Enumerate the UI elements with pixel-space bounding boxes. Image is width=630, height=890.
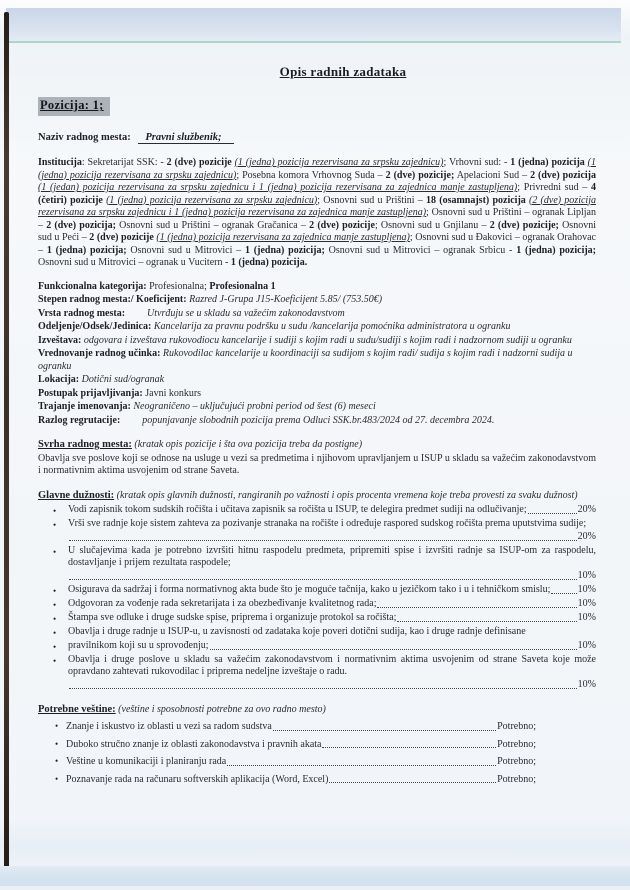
text-segment: (1 (jedna) pozicija rezervisana za srpsku zajednicu)	[234, 157, 444, 168]
text-segment: Neograničeno – uključujući probni period od šest (6) meseci	[130, 401, 376, 412]
dotted-leader	[551, 584, 576, 594]
text-segment: Kancelarija za pravnu podršku u sudu /kancelarija pomoćnika administratora u ogranku	[151, 321, 511, 332]
text-segment: 1 (jedna) pozicija;	[244, 244, 325, 256]
skills-heading-row	[38, 703, 596, 717]
text-segment: 2 (dve) pozicije;	[489, 219, 559, 231]
text-segment: 2 (dve) pozicije	[89, 232, 157, 243]
text-segment: Osnovni sud u Prištini – ogranak Gračanica –	[115, 219, 310, 231]
dotted-leader	[227, 756, 496, 766]
text-segment: ; Osnovni sud u Prištini –	[317, 194, 427, 206]
duty-item	[38, 640, 596, 653]
text-segment: 2 (dve) pozicija	[530, 169, 596, 181]
duty-percent: 10%	[577, 639, 596, 651]
duty-text: Vrši sve radnje koje sistem zahteva za pozivanje stranaka na ročište i određuje raspored sudskog ročišta prema uputstvima sudije;	[68, 518, 587, 529]
text-segment: 1 (jedna) pozicija.	[230, 257, 308, 268]
bullet-icon: •	[53, 520, 57, 530]
bullet-icon: •	[53, 585, 57, 596]
text-segment: Institucija	[38, 157, 82, 168]
field-row	[38, 348, 596, 373]
text-segment: (1 (jedna) pozicija rezervisana za srpsku zajednicu)	[106, 194, 318, 206]
field-row	[38, 388, 596, 401]
purpose-body: Obavlja sve poslove koji se odnose na usluge u vezi sa predmetima i njihovom upravljanjem u ISUP u skladu sa važećim zakonodavstvom i normativnim aktima usvojenim od strane Saveta.	[38, 452, 596, 476]
duty-text: pravilnikom koji su u sprovođenju;	[68, 639, 209, 651]
duties-note: (kratak opis glavnih dužnosti, rangiranih po važnosti i opis procenta vremena koje treba provesti za svaku dužnost)	[116, 489, 578, 501]
skill-requirement: Potrebno;	[497, 773, 536, 785]
duty-item	[38, 518, 596, 544]
text-segment: Vrsta radnog mesta:	[38, 307, 126, 319]
duty-percent: 10%	[577, 597, 596, 609]
duty-text: U slučajevima kada je potrebno izvršiti hitnu raspodelu predmeta, pripremiti spise i izvršiti radnje sa ISUP-om za raspodelu, dostavljanje i prijem rezultata raspodele;	[68, 544, 596, 568]
text-segment: Postupak prijavljivanja:	[38, 387, 143, 399]
dotted-leader	[322, 738, 496, 748]
text-segment: Osnovni sud u Mitrovici –	[126, 244, 245, 256]
skill-requirement: Potrebno;	[497, 756, 536, 767]
purpose-heading-row	[38, 438, 596, 452]
text-segment: 18 (osamnajst) pozicija	[426, 194, 529, 206]
text-segment: Osnovni sud u Mitrovici – ogranak u Vucitern -	[38, 257, 231, 268]
dotted-leader	[69, 531, 577, 541]
text-segment: Razlog regrutacije:	[38, 414, 121, 426]
job-title-label: Naziv radnog mesta:	[38, 131, 131, 143]
text-segment: Stepen radnog mesta:/ Koeficijent:	[38, 294, 187, 305]
bullet-icon: •	[53, 641, 57, 652]
duties-heading: Glavne dužnosti:	[38, 489, 115, 501]
text-segment: (1 (jedan) pozicija rezervisana za srpsku zajednicu i 1 (jedna) pozicija rezervisana za zajednica manje zastupljena)	[38, 182, 518, 193]
dotted-leader	[397, 612, 576, 622]
text-segment: 2 (dve) pozicije	[166, 157, 235, 168]
text-segment: ; Osnovni sud u Gnjilanu –	[374, 219, 490, 231]
document-content	[38, 64, 596, 786]
scan-top-edge	[6, 8, 621, 43]
skill-item	[38, 719, 536, 734]
text-segment: 1 (jedna) pozicija;	[46, 244, 127, 256]
text-segment: (2 (dve) pozicija rezervisana za srpsku zajednicu i 1 (jedna) pozicija rezervisana za zajednica manje zastupljena)	[38, 194, 596, 218]
text-segment: Apelacioni Sud –	[454, 169, 531, 181]
job-title-value: Pravni službenik;	[138, 132, 233, 144]
text-segment: 2 (dve) pozicije;	[385, 169, 455, 181]
job-title-row	[38, 131, 596, 144]
bullet-icon: •	[53, 655, 57, 666]
text-segment: Profesionalna;	[146, 280, 210, 292]
scan-left-edge-artifact	[4, 12, 9, 872]
skill-item	[38, 737, 536, 752]
skills-list	[38, 719, 596, 786]
document-title: Opis radnih zadataka	[279, 64, 407, 79]
text-segment: : Sekretarijat SSK: -	[81, 157, 167, 168]
skill-requirement: Potrebno;	[497, 738, 536, 750]
position-badge: Pozicija: 1;	[38, 97, 110, 116]
skill-requirement: Potrebno;	[497, 721, 536, 732]
position-row	[38, 97, 596, 116]
skill-text: Veštine u komunikaciji i planiranju rada	[66, 756, 227, 767]
dotted-leader	[69, 679, 577, 689]
field-row	[38, 294, 596, 307]
text-segment: 2 (dve) pozicija;	[46, 219, 116, 231]
dotted-leader	[69, 570, 577, 580]
duty-item	[38, 504, 596, 517]
text-segment: ; Vrhovni sud: -	[443, 157, 511, 168]
text-segment: Izveštava:	[38, 334, 82, 346]
text-segment: ; Osnovni sud u Đakovici – ogranak Orahovac –	[38, 232, 596, 256]
attribute-fields-list	[38, 281, 596, 428]
text-segment: Rukovodilac kancelarije u koordinaciji sa sudijom s kojim radi/ sudija s kojim radi i nadzorni sudija u ogranku	[38, 348, 573, 372]
duties-heading-row	[38, 489, 596, 503]
field-row	[38, 335, 596, 348]
text-segment: Odeljenje/Odsek/Jedinica:	[38, 321, 152, 332]
section-purpose	[38, 438, 596, 478]
field-row	[38, 281, 596, 294]
field-row	[38, 374, 596, 387]
text-segment: Javni konkurs	[142, 387, 202, 399]
duties-list	[38, 504, 596, 692]
duty-body	[68, 584, 596, 597]
duty-text: Odgovoran za vođenje rada sekretarijata i za obezbeđivanje kvalitetnog rada;	[68, 597, 377, 609]
skill-text: Duboko stručno znanje iz oblasti zakonodavstva i pravnih akata	[66, 738, 322, 750]
text-segment: ; Osnovni sud u Prištini – ogranak Lipljan –	[38, 207, 596, 231]
text-segment: 1 (jedna) pozicija;	[516, 244, 597, 256]
bullet-icon: •	[55, 738, 59, 749]
skill-item	[38, 754, 536, 769]
duty-text: Obavlja i druge radnje u ISUP-u, u zavisnosti od zadataka koje poveri dotični sudija, kao i druge radnje definisane	[68, 625, 526, 637]
duty-text: Vodi zapisnik tokom sudskih ročišta i učitava zapisnik sa ročišta u ISUP, te delegira predmet sudiji na odlučivanje;	[68, 504, 527, 515]
text-segment: Utvrđuju se u skladu sa važećim zakonodavstvom	[147, 307, 345, 319]
text-segment: (1 (jedna) pozicija rezervisana za zajednica manje zastupljena)	[156, 232, 410, 243]
duty-body	[68, 612, 596, 625]
field-row	[38, 308, 596, 321]
skill-text: Poznavanje rada na računaru softverskih aplikacija (Word, Excel)	[66, 773, 329, 785]
text-segment: 4 (četiri) pozicije	[38, 182, 596, 206]
skills-note: (veštine i sposobnosti potrebne za ovo radno mesto)	[118, 703, 326, 715]
duty-text: Obavlja i druge poslove u skladu sa važećim zakonodavstvom i normativnim aktima usvojenim od strane Saveta koje može opravdano zahtevati rukovodilac i priprema nedeljne izveštaje o radu.	[68, 653, 596, 677]
text-segment: Trajanje imenovanja:	[38, 401, 131, 412]
text-segment: 1 (jedna) pozicija	[510, 157, 588, 168]
text-segment: Dotični sud/ogranak	[79, 374, 165, 385]
skill-text: Znanje i iskustvo iz oblasti u vezi sa radom sudstva	[66, 721, 272, 732]
purpose-note: (kratak opis pozicije i šta ova pozicija treba da postigne)	[134, 439, 363, 450]
text-segment: Lokacija:	[38, 374, 80, 385]
dotted-leader	[528, 504, 577, 514]
bullet-icon: •	[53, 627, 57, 638]
duty-percent: 10%	[577, 611, 596, 623]
text-segment: ; Posebna komora Vrhovnog Suda –	[236, 169, 386, 181]
text-segment: Razred J-Grupa J15-Koeficijent 5.85/ (753.50€)	[186, 294, 383, 305]
purpose-heading: Svrha radnog mesta:	[38, 439, 132, 450]
duty-item	[38, 584, 596, 597]
dotted-leader	[273, 721, 496, 731]
bullet-icon: •	[53, 613, 57, 624]
text-segment: Osnovni sud u Peći –	[38, 219, 596, 243]
institution-paragraph	[38, 157, 596, 270]
text-segment: odgovara i izveštava rukovodiocu kancelarije i sudiji s kojim radi u sudu/sudiji s kojim radi i nadzornom sudiji u ogranku	[81, 334, 572, 346]
text-segment: Vrednovanje radnog učinka:	[38, 348, 161, 359]
duty-body	[68, 545, 596, 583]
scan-bottom-edge	[0, 866, 630, 886]
dotted-leader	[377, 598, 576, 608]
text-segment: Profesionalna 1	[209, 280, 276, 292]
text-segment: Osnovni sud u Mitrovici – ogranak Srbicu -	[324, 244, 517, 256]
scan-bottom-strip	[0, 886, 630, 890]
field-row	[38, 321, 596, 334]
duty-body	[68, 504, 596, 517]
dotted-leader	[329, 773, 496, 783]
duty-body	[68, 518, 596, 544]
text-segment: ; Privredni sud –	[517, 182, 591, 193]
field-row	[38, 415, 596, 428]
duty-body	[68, 654, 596, 692]
duty-item	[38, 612, 596, 625]
duty-text: Štampa sve odluke i druge sudske spise, priprema i organizuje protokol sa ročišta;	[68, 611, 397, 623]
duty-text: Osigurava da sadržaj i forma normativnog akta bude što je moguće tačnija, kako u jezičkom tako i u i tehničkom smislu;	[68, 583, 551, 595]
duty-percent: 10%	[577, 583, 596, 595]
duty-item	[38, 654, 596, 692]
bullet-icon: •	[55, 721, 59, 731]
bullet-icon: •	[53, 506, 57, 516]
skills-heading: Potrebne veštine:	[38, 703, 116, 715]
text-segment: popunjavanje slobodnih pozicija prema Odluci SSK.br.483/2024 od 27. decembra 2024.	[142, 414, 495, 426]
dotted-leader	[210, 640, 577, 650]
bullet-icon: •	[53, 599, 57, 610]
bullet-icon: •	[55, 773, 59, 784]
skill-item	[38, 772, 536, 787]
section-duties	[38, 489, 596, 692]
text-segment: 2 (dve) pozicije	[309, 219, 375, 231]
duty-body	[68, 626, 596, 639]
duty-item	[38, 626, 596, 639]
duty-body	[68, 598, 596, 611]
duty-percent: 10%	[577, 569, 596, 581]
section-skills	[38, 703, 596, 787]
duty-percent: 20%	[577, 530, 596, 542]
duty-percent: 10%	[577, 678, 596, 690]
bullet-icon: •	[53, 546, 57, 557]
duty-body	[68, 640, 596, 653]
text-segment: Funkcionalna kategorija:	[38, 280, 147, 292]
text-segment: (1 (jedna) pozicija rezervisana za srpsku zajednicu)	[38, 157, 596, 181]
duty-percent: 20%	[577, 504, 596, 515]
duty-item	[38, 598, 596, 611]
bullet-icon: •	[55, 756, 59, 766]
duty-item	[38, 545, 596, 583]
field-row	[38, 401, 596, 414]
